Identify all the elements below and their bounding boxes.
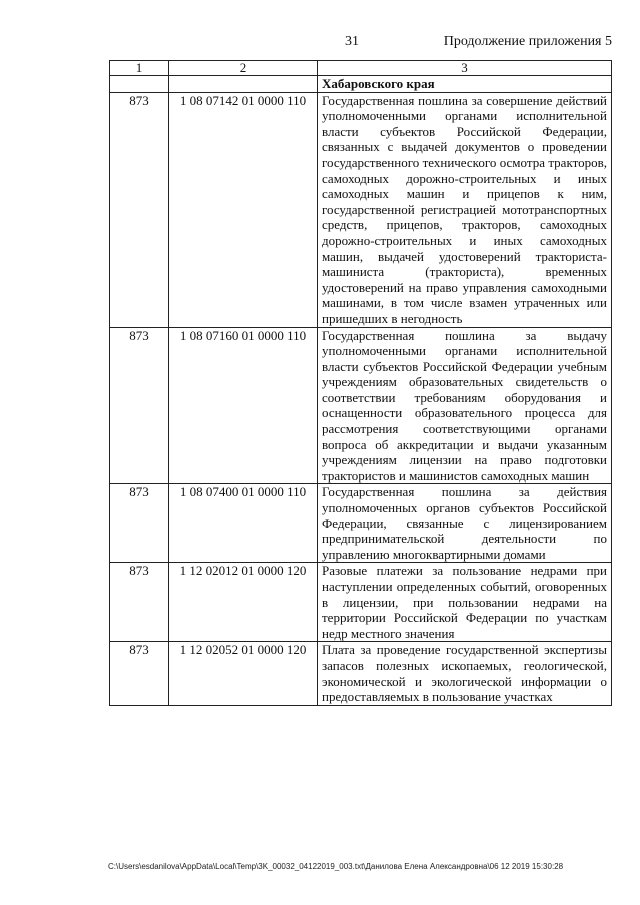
table-row bbox=[110, 92, 612, 327]
table-row bbox=[110, 563, 612, 642]
description-cell: Государственная пошлина за действия уполномоченных органов субъектов Российской Федерации, связанные с лицензированием предпринимательской деятельности по управлению многоквартирными домами bbox=[318, 484, 612, 563]
footer-file-path: C:\Users\esdanilova\AppData\Local\Temp\3K_00032_04122019_003.txt\Данилова Елена Александровна\06 12 2019 15:30:28 bbox=[108, 862, 564, 871]
admin-code-cell: 873 bbox=[110, 642, 169, 705]
page-number: 31 bbox=[345, 34, 359, 49]
continuation-label: Продолжение приложения 5 bbox=[443, 34, 612, 49]
admin-code-cell: 873 bbox=[110, 327, 169, 484]
budget-code-cell: 1 12 02012 01 0000 120 bbox=[169, 563, 318, 642]
description-cell: Государственная пошлина за совершение действий уполномоченными органами исполнительной власти субъектов Российской Федерации, связанных с выдачей документов о проведении государственного технического осмотра тракторов, самоходных дорожно-строительных и иных самоходных машин и прицепов к ним, государственной регистрацией мототранспортных средств, прицепов, тракторов, самоходных дорожно-строительных и иных самоходных машин, выдачей удостоверений тракториста-машиниста (тракториста), временных удостоверений на право управления самоходными машинами, в том числе взамен утраченных или пришедших в негодность bbox=[318, 92, 612, 327]
table-row bbox=[110, 327, 612, 484]
admin-code-cell: 873 bbox=[110, 92, 169, 327]
column-number-2: 2 bbox=[169, 61, 318, 76]
codes-table bbox=[109, 60, 612, 706]
column-number-1: 1 bbox=[110, 61, 169, 76]
budget-code-cell: 1 08 07160 01 0000 110 bbox=[169, 327, 318, 484]
column-number-3: 3 bbox=[318, 61, 612, 76]
admin-code-cell: 873 bbox=[110, 484, 169, 563]
description-cell: Государственная пошлина за выдачу уполномоченными органами исполнительной власти субъектов Российской Федерации учебным учреждениям образовательных свидетельств о соответствии требованиям оборудования и оснащенности образовательного процесса для рассмотрения соответствующими органами вопроса об аккредитации и выдачи указанным учреждениям лицензии на право подготовки трактористов и машинистов самоходных машин bbox=[318, 327, 612, 484]
column-number-row bbox=[110, 61, 612, 76]
description-cell: Плата за проведение государственной экспертизы запасов полезных ископаемых, геологической, экономической и экологической информации о предоставляемых в пользование участках bbox=[318, 642, 612, 705]
table-row bbox=[110, 642, 612, 705]
region-row bbox=[110, 76, 612, 93]
description-cell: Разовые платежи за пользование недрами при наступлении определенных событий, оговоренных в лицензии, при пользовании недрами на территории Российской Федерации по участкам недр местного значения bbox=[318, 563, 612, 642]
budget-code-cell: 1 08 07142 01 0000 110 bbox=[169, 92, 318, 327]
region-line: Хабаровского края bbox=[322, 76, 435, 91]
budget-code-cell: 1 08 07400 01 0000 110 bbox=[169, 484, 318, 563]
admin-code-cell: 873 bbox=[110, 563, 169, 642]
budget-code-cell: 1 12 02052 01 0000 120 bbox=[169, 642, 318, 705]
table-row bbox=[110, 484, 612, 563]
